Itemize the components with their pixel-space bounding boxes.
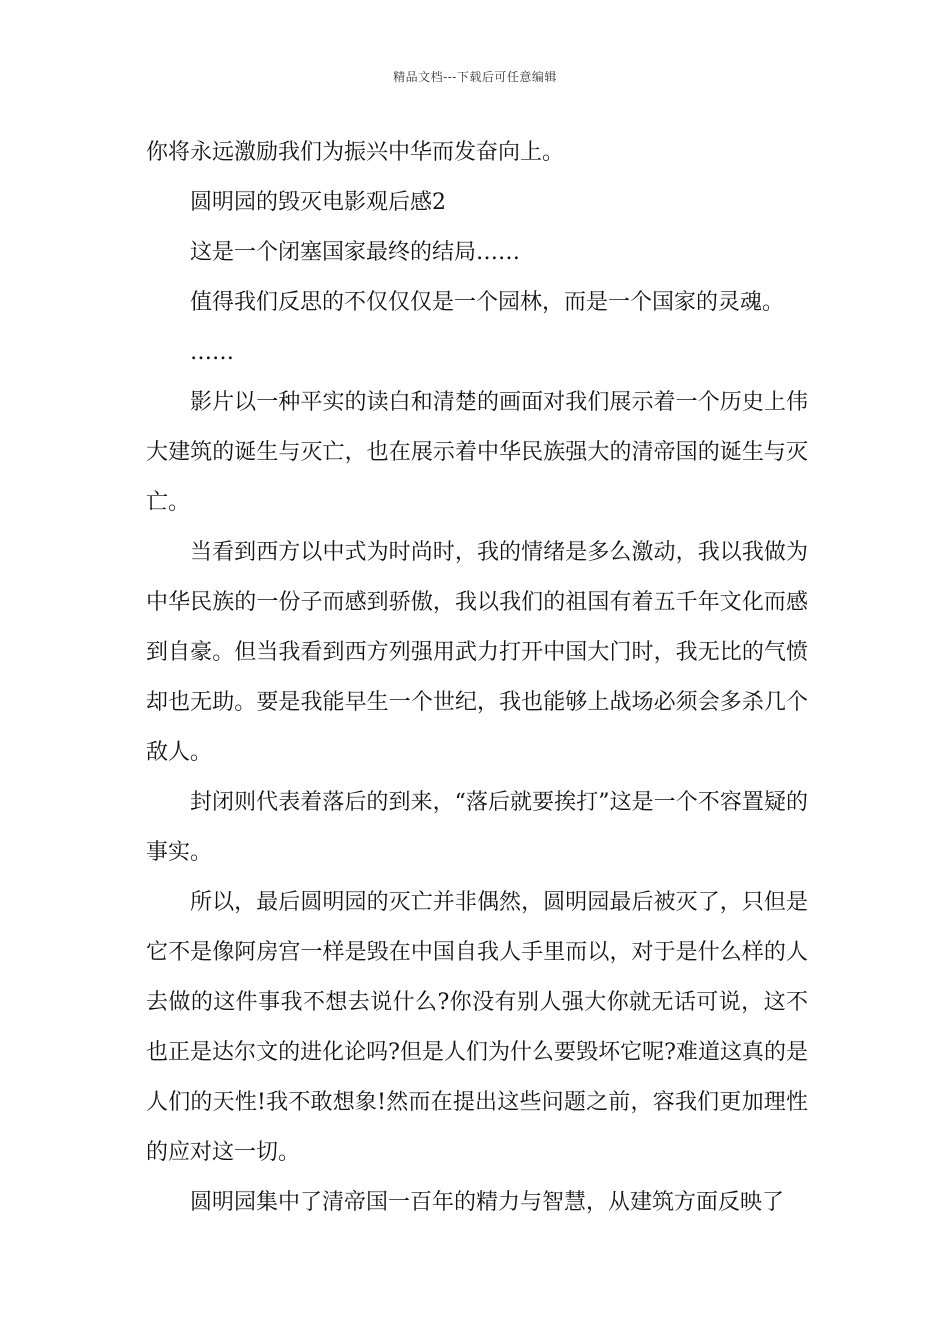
paragraph: 封闭则代表着落后的到来，“落后就要挨打”这是一个不容置疑的事实。 — [146, 790, 808, 865]
paragraph-continuation: 你将永远激励我们为振兴中华而发奋向上。 — [146, 140, 565, 165]
essay-title: 圆明园的毁灭电影观后感2 — [190, 190, 446, 215]
ellipsis-paragraph: …… — [190, 340, 234, 365]
paragraph-truncated: 圆明园集中了清帝国一百年的精力与智慧，从建筑方面反映了 — [190, 1190, 785, 1215]
paragraph: 影片以一种平实的读白和清楚的画面对我们展示着一个历史上伟大建筑的诞生与灭亡，也在展示着中华民族强大的清帝国的诞生与灭亡。 — [146, 390, 808, 515]
paragraph: 这是一个闭塞国家最终的结局…… — [190, 240, 521, 265]
document-body — [146, 128, 808, 1228]
paragraph: 当看到西方以中式为时尚时，我的情绪是多么激动，我以我做为中华民族的一份子而感到骄傲，我以我们的祖国有着五千年文化而感到自豪。但当我看到西方列强用武力打开中国大门时，我无比的气愤却也无助。要是我能早生一个世纪，我也能够上战场必须会多杀几个敌人。 — [146, 540, 808, 765]
paragraph: 所以，最后圆明园的灭亡并非偶然，圆明园最后被灭了，只但是它不是像阿房宫一样是毁在中国自我人手里而以，对于是什么样的人去做的这件事我不想去说什么?你没有别人强大你就无话可说，这不也正是达尔文的进化论吗?但是人们为什么要毁坏它呢?难道这真的是人们的天性!我不敢想象!然而在提出这些问题之前，容我们更加理性的应对这一切。 — [146, 890, 808, 1165]
page-header: 精品文档---下载后可任意编辑 — [393, 70, 557, 84]
paragraph: 值得我们反思的不仅仅仅是一个园林，而是一个国家的灵魂。 — [190, 290, 785, 315]
